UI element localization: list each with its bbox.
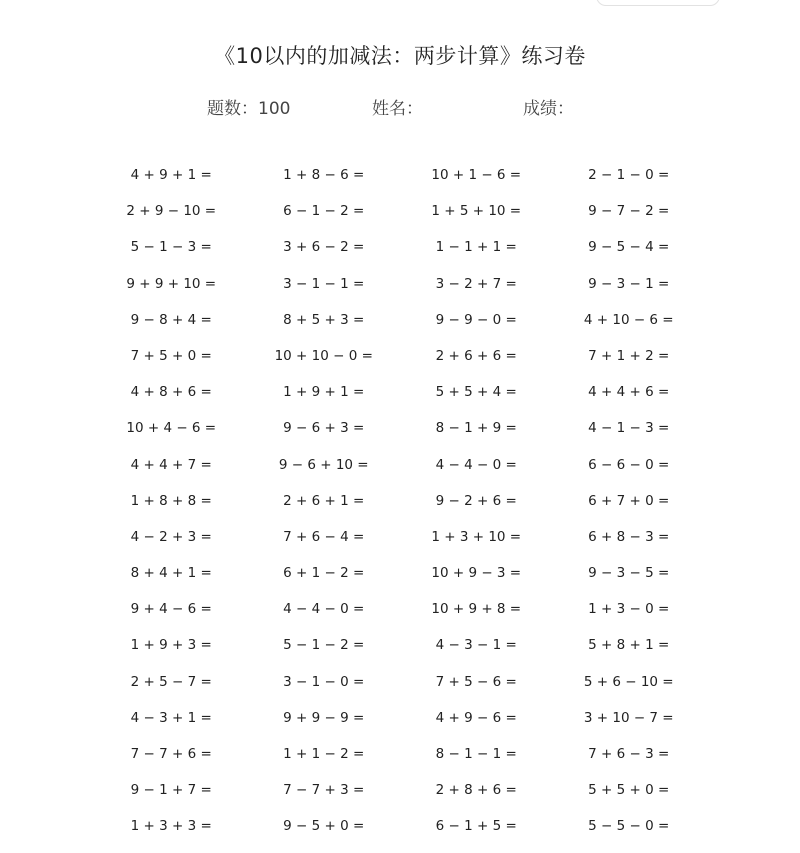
problem-item: 4 − 3 − 1 = [435, 637, 517, 654]
problem-item: 9 − 6 + 10 = [278, 456, 369, 473]
problem-item: 5 − 5 − 0 = [588, 818, 670, 835]
problem-item: 4 + 10 − 6 = [583, 311, 674, 328]
score-label: 成绩： [523, 99, 574, 119]
problem-item: 9 + 9 + 10 = [126, 275, 217, 292]
problem-item: 2 − 1 − 0 = [588, 167, 670, 183]
problem-item: 9 − 5 + 0 = [283, 818, 365, 835]
problem-item: 8 − 1 + 9 = [435, 420, 517, 437]
problem-item: 8 − 1 − 1 = [435, 746, 517, 762]
problem-item: 1 + 3 − 0 = [588, 601, 670, 618]
problem-item: 2 + 8 + 6 = [435, 782, 517, 799]
problem-item: 9 − 8 + 4 = [130, 311, 212, 328]
problem-item: 9 − 2 + 6 = [435, 492, 517, 509]
problem-item: 6 − 1 + 5 = [435, 818, 517, 835]
problem-item: 10 + 4 − 6 = [126, 420, 217, 437]
problem-item: 7 + 5 − 6 = [435, 673, 517, 690]
top-edge-pill [596, 0, 720, 6]
problem-item: 4 + 4 + 6 = [588, 384, 670, 401]
problem-item: 9 − 7 − 2 = [588, 203, 670, 220]
problem-item: 5 + 6 − 10 = [583, 673, 674, 690]
problem-item: 6 + 7 + 0 = [588, 492, 670, 509]
problem-item: 3 + 6 − 2 = [283, 239, 365, 256]
info-row [0, 94, 800, 118]
problem-item: 6 − 1 − 2 = [283, 203, 365, 220]
problem-item: 3 + 10 − 7 = [583, 709, 674, 726]
problem-item: 1 + 3 + 3 = [130, 818, 212, 835]
worksheet-title: 《10以内的加减法：两步计算》练习卷 [214, 44, 586, 68]
problem-item: 1 + 8 + 8 = [130, 492, 212, 509]
problem-item: 4 − 4 − 0 = [283, 601, 365, 618]
problem-item: 3 − 1 − 0 = [283, 673, 365, 690]
problem-item: 2 + 6 + 1 = [283, 492, 365, 509]
problem-item: 8 + 4 + 1 = [130, 565, 212, 582]
problem-item: 1 + 8 − 6 = [283, 167, 365, 183]
problem-item: 4 − 1 − 3 = [588, 420, 670, 437]
problem-item: 10 + 10 − 0 = [274, 347, 373, 364]
problem-item: 7 + 6 − 4 = [283, 528, 365, 545]
problem-item: 1 + 9 + 1 = [283, 384, 365, 401]
problem-item: 9 − 5 − 4 = [588, 239, 670, 256]
problem-item: 1 − 1 + 1 = [435, 239, 517, 256]
problem-item: 4 + 8 + 6 = [130, 384, 212, 401]
problem-item: 1 + 3 + 10 = [431, 528, 522, 545]
problem-item: 3 − 1 − 1 = [283, 275, 365, 292]
problem-item: 9 − 3 − 1 = [588, 275, 670, 292]
problem-item: 10 + 9 + 8 = [431, 601, 522, 618]
problem-grid [95, 157, 705, 845]
problem-item: 7 + 1 + 2 = [588, 347, 670, 364]
name-label: 姓名： [372, 99, 423, 119]
problem-item: 3 − 2 + 7 = [435, 275, 517, 292]
problem-item: 6 + 8 − 3 = [588, 528, 670, 545]
problem-item: 4 + 9 + 1 = [130, 167, 212, 183]
question-count-label: 题数：100 [207, 99, 291, 119]
problem-item: 9 + 9 − 9 = [283, 709, 365, 726]
problem-item: 4 + 9 − 6 = [435, 709, 517, 726]
problem-item: 4 − 2 + 3 = [130, 528, 212, 545]
problem-item: 2 + 6 + 6 = [435, 347, 517, 364]
problem-item: 1 + 5 + 10 = [431, 203, 522, 220]
problem-item: 5 + 5 + 4 = [435, 384, 517, 401]
problem-item: 4 − 3 + 1 = [130, 709, 212, 726]
problem-item: 1 + 9 + 3 = [130, 637, 212, 654]
problem-item: 9 − 3 − 5 = [588, 565, 670, 582]
problem-item: 7 + 6 − 3 = [588, 746, 670, 762]
problem-item: 5 − 1 − 3 = [130, 239, 212, 256]
problem-item: 2 + 9 − 10 = [126, 203, 217, 220]
problem-item: 9 − 9 − 0 = [435, 311, 517, 328]
problem-item: 9 − 6 + 3 = [283, 420, 365, 437]
problem-item: 4 + 4 + 7 = [130, 456, 212, 473]
problem-item: 2 + 5 − 7 = [130, 673, 212, 690]
problem-item: 5 + 5 + 0 = [588, 782, 670, 799]
problem-item: 5 + 8 + 1 = [588, 637, 670, 654]
problem-item: 4 − 4 − 0 = [435, 456, 517, 473]
problem-item: 8 + 5 + 3 = [283, 311, 365, 328]
problem-item: 7 + 5 + 0 = [130, 347, 212, 364]
problem-item: 7 − 7 + 3 = [283, 782, 365, 799]
problem-item: 1 + 1 − 2 = [283, 746, 365, 762]
problem-item: 9 + 4 − 6 = [130, 601, 212, 618]
problem-item: 10 + 9 − 3 = [431, 565, 522, 582]
problem-item: 10 + 1 − 6 = [431, 167, 522, 183]
problem-item: 5 − 1 − 2 = [283, 637, 365, 654]
problem-item: 9 − 1 + 7 = [130, 782, 212, 799]
problem-item: 7 − 7 + 6 = [130, 746, 212, 762]
problem-item: 6 + 1 − 2 = [283, 565, 365, 582]
problem-item: 6 − 6 − 0 = [588, 456, 670, 473]
